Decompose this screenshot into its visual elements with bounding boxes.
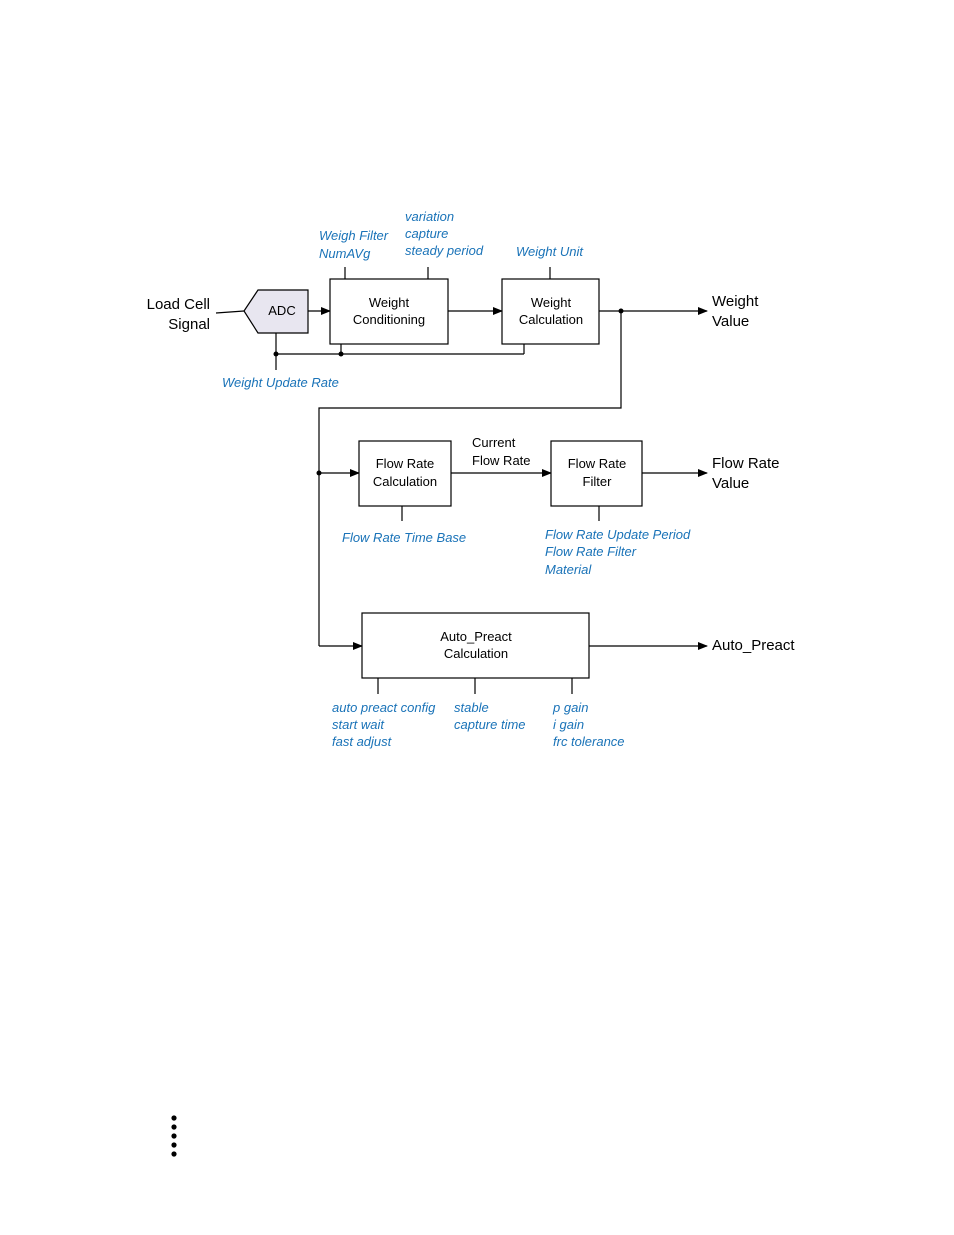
update-junction-dot-1 [274, 352, 279, 357]
auto-preact-calculation-line1: Auto_Preact [440, 629, 512, 644]
load-cell-wire [216, 311, 244, 313]
flow-rate-calculation-line1: Flow Rate [375, 456, 435, 471]
flow-rate-filter-line2: Filter [582, 474, 612, 489]
gains-param-1: p gain [553, 700, 589, 715]
weight-update-rate-param: Weight Update Rate [222, 375, 339, 390]
auto-preact-output-label: Auto_Preact [712, 637, 795, 654]
auto-preact-config-param-2: start wait [332, 717, 385, 732]
adc-label: ADC [268, 303, 296, 318]
stable-param-1: stable [454, 700, 489, 715]
auto-preact-config-param-1: auto preact config [332, 700, 436, 715]
load-cell-label-line2: Signal [168, 316, 210, 333]
variation-param-1: variation [405, 209, 455, 224]
stable-param-2: capture time [454, 717, 526, 732]
weigh-filter-param-1: Weigh Filter [319, 228, 389, 243]
flow-rate-calculation-line2: Calculation [372, 474, 438, 489]
update-junction-dot-2 [339, 352, 344, 357]
weight-unit-param: Weight Unit [516, 244, 583, 259]
load-cell-label-line1: Load Cell [146, 296, 210, 313]
weight-value-label-line1: Weight [712, 293, 759, 310]
weigh-filter-param-2: NumAVg [319, 246, 371, 261]
flow-rate-value-line1: Flow Rate [712, 455, 780, 472]
variation-param-2: capture [405, 226, 449, 241]
flow-rate-filter-param-2: Flow Rate Filter [545, 544, 637, 559]
gains-param-2: i gain [553, 717, 585, 732]
gains-param-3: frc tolerance [553, 734, 625, 749]
weight-conditioning-line2: Conditioning [352, 312, 426, 327]
auto-preact-calculation-line2: Calculation [443, 646, 509, 661]
weight-conditioning-line1: Weight [368, 295, 410, 310]
flow-rate-filter-param-1: Flow Rate Update Period [545, 527, 691, 542]
current-flow-rate-line2: Flow Rate [472, 453, 531, 468]
flow-rate-filter-param-3: Material [545, 562, 592, 577]
current-flow-rate-line1: Current [472, 435, 516, 450]
flow-rate-filter-line1: Flow Rate [567, 456, 627, 471]
flow-rate-value-line2: Value [712, 475, 750, 492]
weight-calculation-line2: Calculation [518, 312, 584, 327]
variation-param-3: steady period [405, 243, 484, 258]
weight-calculation-line1: Weight [530, 295, 572, 310]
auto-preact-config-param-3: fast adjust [332, 734, 392, 749]
flow-rate-time-base-param: Flow Rate Time Base [342, 530, 467, 545]
dots-decoration [171, 1115, 176, 1156]
weight-value-label-line2: Value [712, 313, 750, 330]
